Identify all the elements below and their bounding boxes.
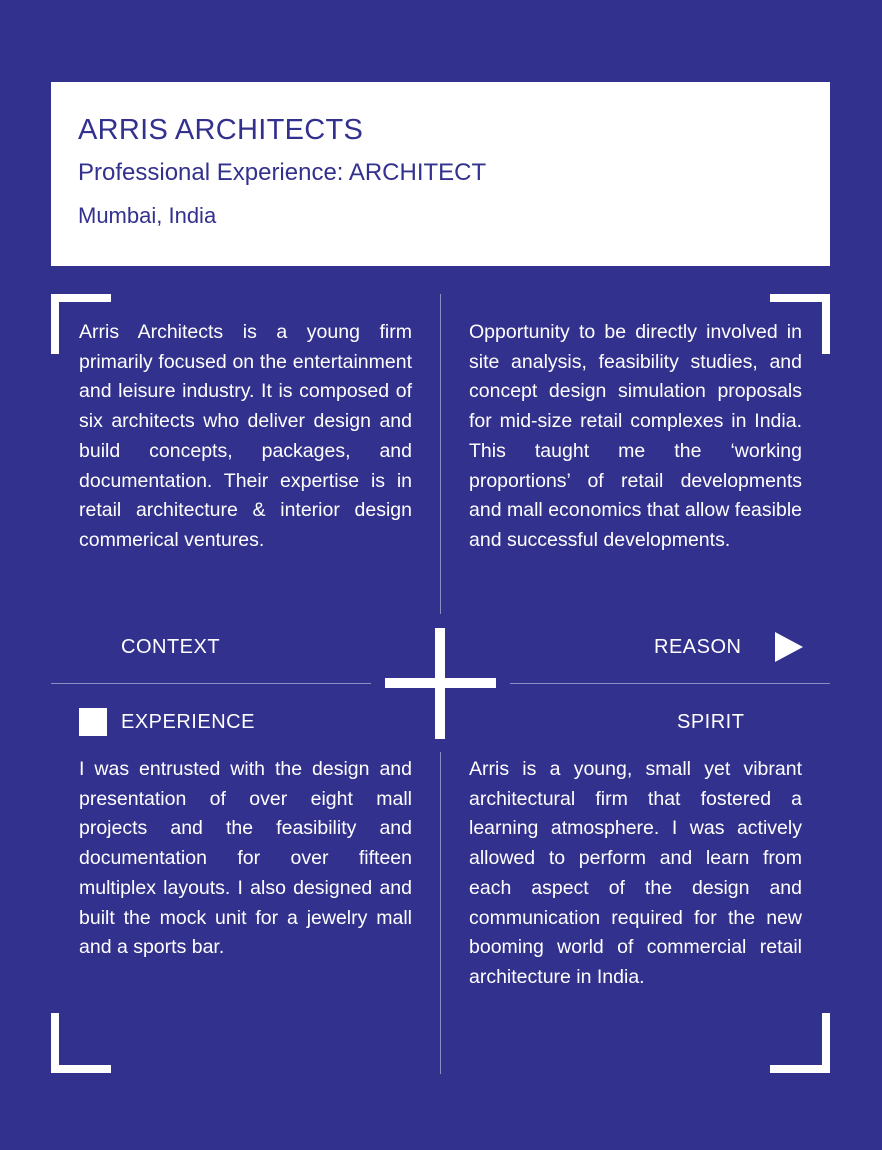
square-icon — [79, 708, 107, 736]
horizontal-divider-right — [510, 683, 830, 684]
horizontal-divider-left — [51, 683, 371, 684]
play-triangle-icon — [775, 632, 803, 662]
corner-bracket-bottom-right — [770, 1013, 830, 1073]
spirit-label: SPIRIT — [677, 711, 745, 733]
experience-paragraph: I was entrusted with the design and presentation of over eight mall projects and the feasibility and documentation for over fifteen multiplex layouts. I also designed and built the mock unit for a jewelry mall and a sports bar. — [79, 758, 412, 959]
experience-label: EXPERIENCE — [121, 711, 255, 733]
vertical-divider-bottom — [440, 752, 441, 1074]
spirit-paragraph: Arris is a young, small yet vibrant architectural firm that fostered a learning atmosphere. I was actively allowed to perform and learn from each aspect of the design and communication required for the new booming world of commercial retail architecture in India. — [469, 758, 802, 988]
firm-title: ARRIS ARCHITECTS — [78, 114, 364, 146]
location-text: Mumbai, India — [78, 203, 217, 228]
header-panel — [51, 82, 830, 266]
reason-label: REASON — [654, 636, 742, 658]
experience-subtitle: Professional Experience: ARCHITECT — [78, 159, 487, 186]
context-paragraph: Arris Architects is a young firm primarily focused on the entertainment and leisure industry. It is composed of six architects who deliver design and build concepts, packages, and documentation. Their expertise is in retail architecture & interior design commerical ventures. — [79, 321, 412, 551]
context-label: CONTEXT — [121, 636, 221, 658]
corner-bracket-bottom-left — [51, 1013, 111, 1073]
reason-paragraph: Opportunity to be directly involved in site analysis, feasibility studies, and concept design simulation proposals for mid-size retail complexes in India. This taught me the ‘working proportions’ of retail developments and mall economics that allow feasible and successful developments. — [469, 321, 802, 551]
plus-icon-vertical — [435, 628, 445, 739]
vertical-divider-top — [440, 294, 441, 614]
